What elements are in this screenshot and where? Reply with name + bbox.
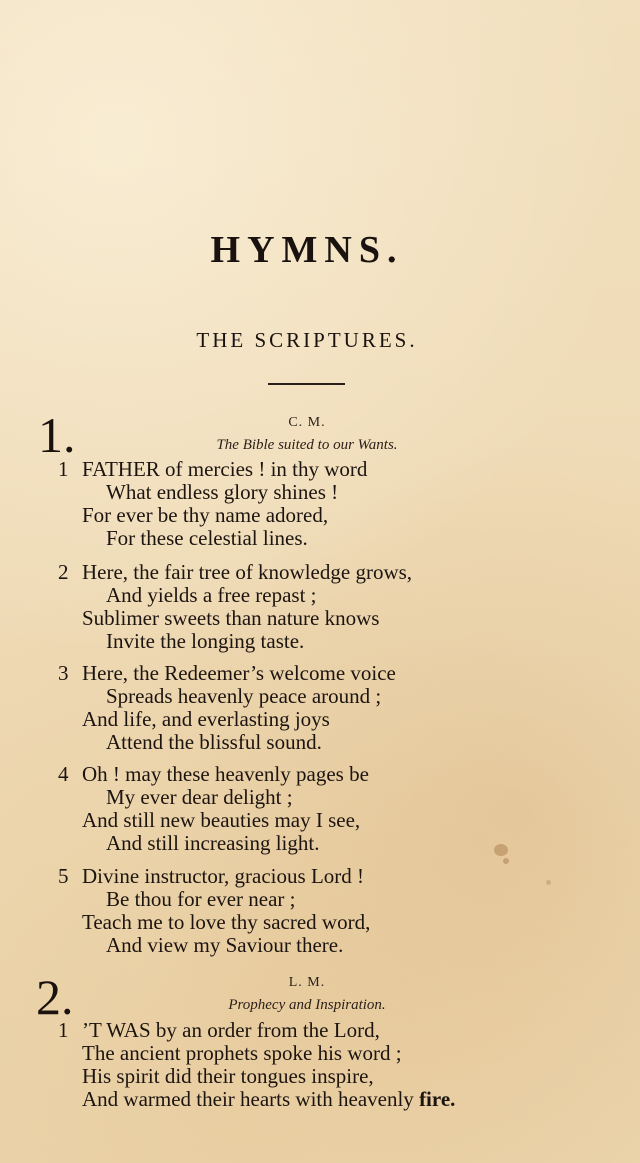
line-text: Sublimer sweets than nature knows — [82, 606, 380, 630]
line-text: Be thou for ever near ; — [106, 887, 296, 911]
hymn-number: 1. — [38, 407, 76, 463]
line-text: FATHER of mercies ! in thy word — [82, 457, 368, 481]
hymn-number: 2. — [36, 969, 74, 1025]
line-text: And view my Saviour there. — [106, 933, 344, 957]
hymn-meter: C. M. — [288, 415, 326, 430]
line-text: ’T WAS by an order from the Lord, — [82, 1018, 380, 1042]
verse-number: 3 — [58, 661, 69, 685]
line-text-with-emphasis — [82, 1088, 455, 1111]
line-text: Divine instructor, gracious Lord ! — [82, 864, 365, 888]
verse-number: 1 — [58, 1018, 69, 1042]
hymn-subtitle: The Bible suited to our Wants. — [216, 437, 398, 453]
divider-rule — [268, 383, 345, 385]
line-text: And still new beauties may I see, — [82, 808, 361, 832]
verse-number: 1 — [58, 457, 69, 481]
line-text: And yields a free repast ; — [106, 583, 317, 607]
emphasized-word: fire. — [419, 1087, 456, 1111]
page-title: HYMNS. — [210, 229, 404, 271]
line-text: For ever be thy name adored, — [82, 503, 329, 527]
line-text: Attend the blissful sound. — [106, 730, 322, 754]
line-text: My ever dear delight ; — [106, 785, 293, 809]
line-text: And still increasing light. — [106, 831, 320, 855]
line-text: And warmed their hearts with heavenly — [82, 1087, 414, 1111]
hymn-subtitle: Prophecy and Inspiration. — [228, 997, 386, 1013]
line-text: What endless glory shines ! — [106, 480, 339, 504]
line-text: The ancient prophets spoke his word ; — [82, 1041, 402, 1065]
line-text: For these celestial lines. — [106, 526, 308, 550]
verse-number: 4 — [58, 762, 69, 786]
line-text: Invite the longing taste. — [106, 629, 305, 653]
hymn-meter: L. M. — [288, 975, 326, 990]
line-text: Spreads heavenly peace around ; — [106, 684, 382, 708]
line-text: And life, and everlasting joys — [82, 707, 330, 731]
line-text: Here, the fair tree of knowledge grows, — [82, 560, 413, 584]
line-text: Here, the Redeemer’s welcome voice — [82, 661, 396, 685]
paper-stain — [546, 880, 551, 885]
paper-stain — [503, 858, 509, 864]
verse-number: 2 — [58, 560, 69, 584]
line-text: Teach me to love thy sacred word, — [82, 910, 371, 934]
verse-number: 5 — [58, 864, 69, 888]
section-title: THE SCRIPTURES. — [196, 328, 418, 352]
paper-stain — [494, 844, 508, 856]
line-text: His spirit did their tongues inspire, — [82, 1064, 374, 1088]
line-text: Oh ! may these heavenly pages be — [82, 762, 369, 786]
